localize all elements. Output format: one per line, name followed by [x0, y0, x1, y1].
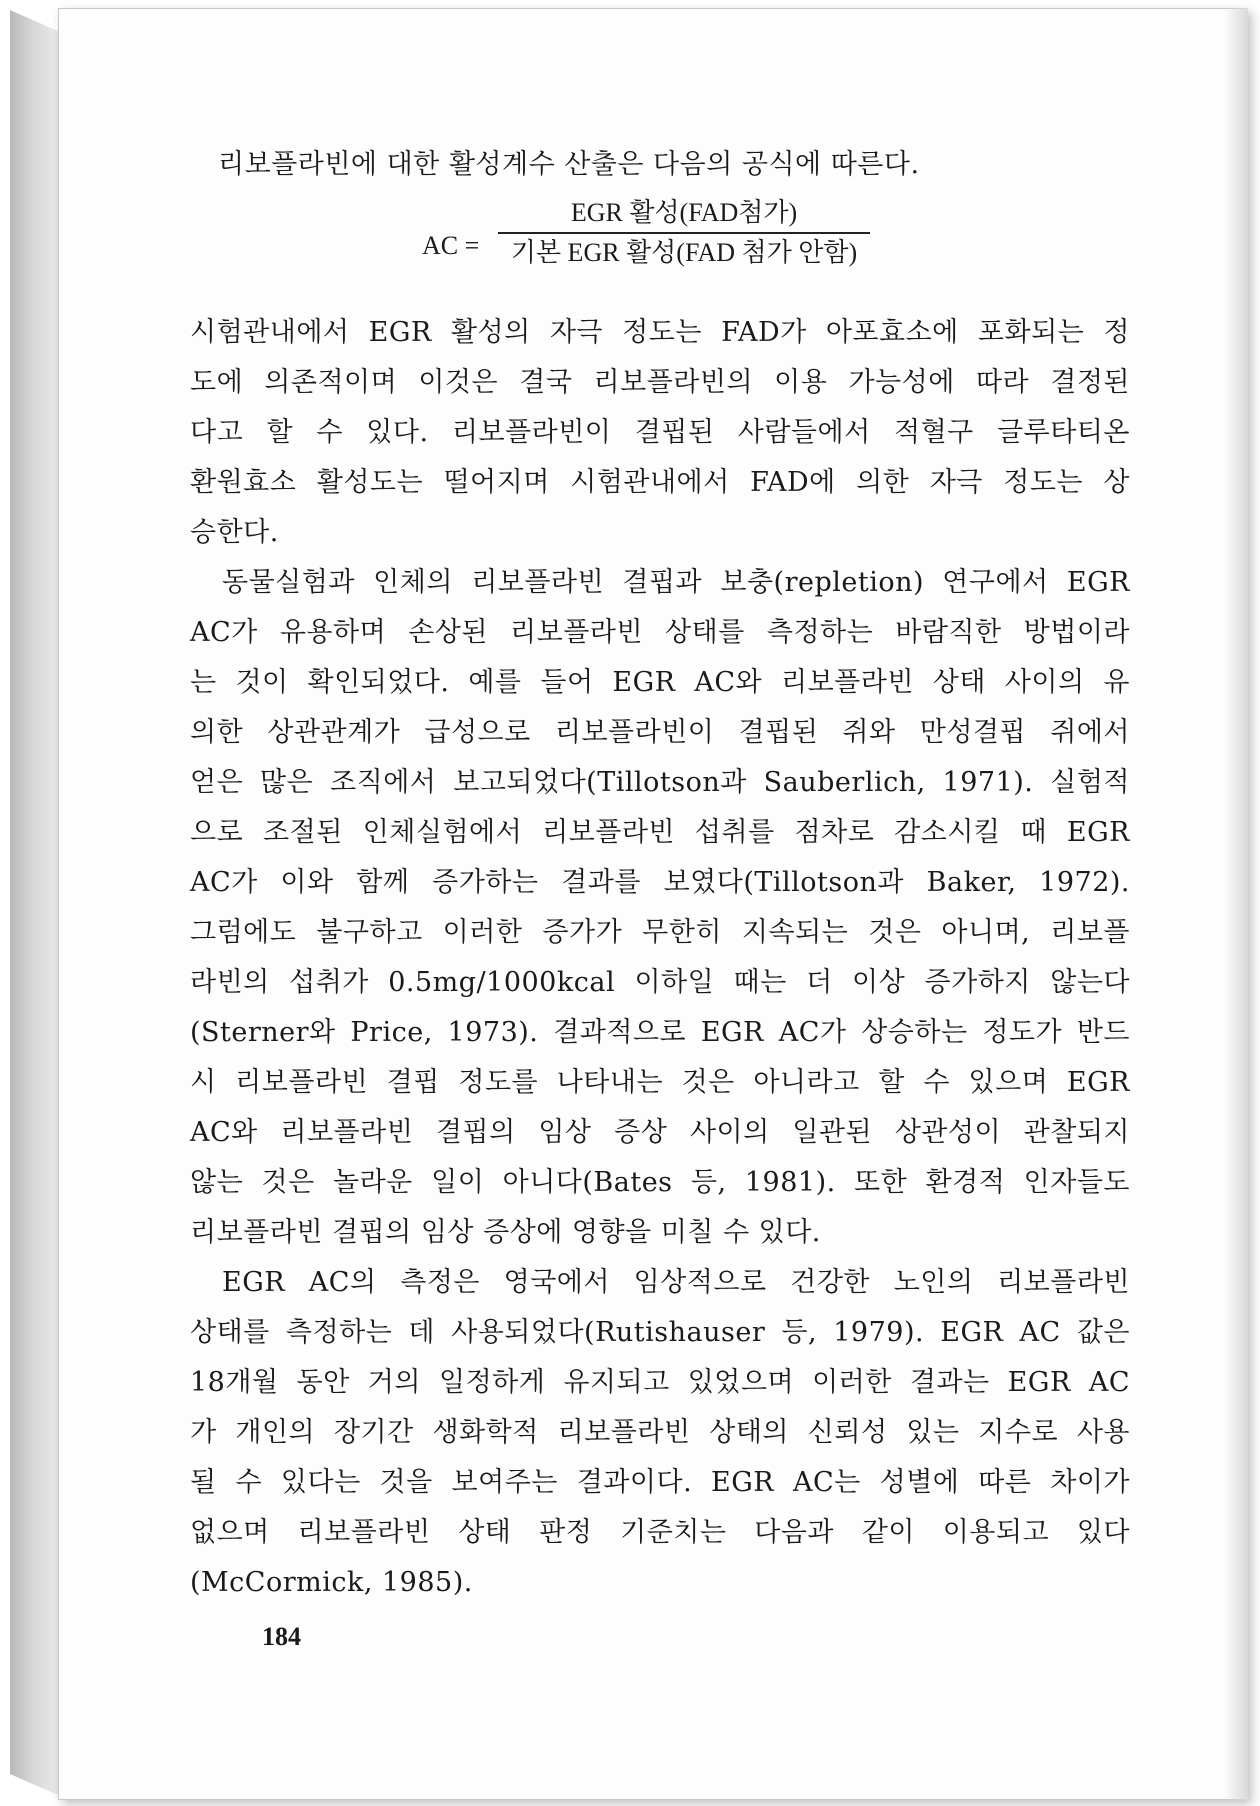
- fraction-bar: [498, 232, 870, 234]
- paragraph-line: 의한 상관관계가 급성으로 리보플라빈이 결핍된 쥐와 만성결핍 쥐에서: [190, 717, 1130, 748]
- book-edge: [10, 10, 60, 1796]
- paragraph-line: 18개월 동안 거의 일정하게 유지되고 있었으며 이러한 결과는 EGR AC: [190, 1367, 1130, 1398]
- paragraph-line: (McCormick, 1985).: [190, 1567, 473, 1598]
- paragraph-2: [190, 558, 1130, 1258]
- paragraph-line: AC와 리보플라빈 결핍의 임상 증상 사이의 일관된 상관성이 관찰되지: [190, 1117, 1130, 1148]
- paragraph-line: 가 개인의 장기간 생화학적 리보플라빈 상태의 신뢰성 있는 지수로 사용: [190, 1417, 1130, 1448]
- paragraph-line: 시 리보플라빈 결핍 정도를 나타내는 것은 아니라고 할 수 있으며 EGR: [190, 1067, 1130, 1098]
- paragraph-line: 그럼에도 불구하고 이러한 증가가 무한히 지속되는 것은 아니며, 리보플: [190, 917, 1130, 948]
- paragraph-line: 라빈의 섭취가 0.5mg/1000kcal 이하일 때는 더 이상 증가하지 않는다: [190, 967, 1130, 998]
- formula-fraction: [498, 196, 870, 270]
- formula-numerator: EGR 활성(FAD첨가): [570, 198, 798, 227]
- paragraph-1: [190, 308, 1130, 558]
- formula-denominator: 기본 EGR 활성(FAD 첨가 안함): [510, 238, 858, 267]
- paragraph-line: 얻은 많은 조직에서 보고되었다(Tillotson과 Sauberlich, 1971). 실험적: [190, 767, 1130, 798]
- paragraph-line: 도에 의존적이며 이것은 결국 리보플라빈의 이용 가능성에 따라 결정된: [190, 367, 1130, 398]
- paragraph-line: AC가 이와 함께 증가하는 결과를 보였다(Tillotson과 Baker, 1972).: [190, 867, 1130, 898]
- paragraph-line: 없으며 리보플라빈 상태 판정 기준치는 다음과 같이 이용되고 있다: [190, 1517, 1130, 1548]
- paragraph-line: 시험관내에서 EGR 활성의 자극 정도는 FAD가 아포효소에 포화되는 정: [190, 317, 1130, 348]
- paragraph-line: 다고 할 수 있다. 리보플라빈이 결핍된 사람들에서 적혈구 글루타티온: [190, 417, 1130, 448]
- paragraph-line: AC가 유용하며 손상된 리보플라빈 상태를 측정하는 바람직한 방법이라: [190, 617, 1130, 648]
- paragraph-3: [190, 1258, 1130, 1608]
- paragraph-line: 동물실험과 인체의 리보플라빈 결핍과 보충(repletion) 연구에서 EGR: [222, 567, 1130, 598]
- activity-coefficient-formula: [190, 190, 1130, 308]
- paragraph-line: 는 것이 확인되었다. 예를 들어 EGR AC와 리보플라빈 상태 사이의 유: [190, 667, 1130, 698]
- paragraph-line: 승한다.: [190, 517, 279, 548]
- paragraph-line: 상태를 측정하는 데 사용되었다(Rutishauser 등, 1979). EGR AC 값은: [190, 1317, 1130, 1348]
- paragraph-line: 않는 것은 놀라운 일이 아니다(Bates 등, 1981). 또한 환경적 인자들도: [190, 1167, 1130, 1198]
- formula-lhs: AC =: [422, 231, 480, 260]
- paragraph-line: 환원효소 활성도는 떨어지며 시험관내에서 FAD에 의한 자극 정도는 상: [190, 467, 1130, 498]
- paragraph-line: EGR AC의 측정은 영국에서 임상적으로 건강한 노인의 리보플라빈: [222, 1267, 1130, 1298]
- paragraph-line: (Sterner와 Price, 1973). 결과적으로 EGR AC가 상승하는 정도가 반드: [190, 1017, 1130, 1048]
- paragraph-line: 으로 조절된 인체실험에서 리보플라빈 섭취를 점차로 감소시킬 때 EGR: [190, 817, 1130, 848]
- page-number: 184: [262, 1622, 301, 1651]
- paragraph-line: 리보플라빈 결핍의 임상 증상에 영향을 미칠 수 있다.: [190, 1217, 821, 1248]
- intro-line: 리보플라빈에 대한 활성계수 산출은 다음의 공식에 따른다.: [218, 149, 920, 180]
- page-text: [190, 140, 1130, 1608]
- paragraph-line: 될 수 있다는 것을 보여주는 결과이다. EGR AC는 성별에 따른 차이가: [190, 1467, 1130, 1498]
